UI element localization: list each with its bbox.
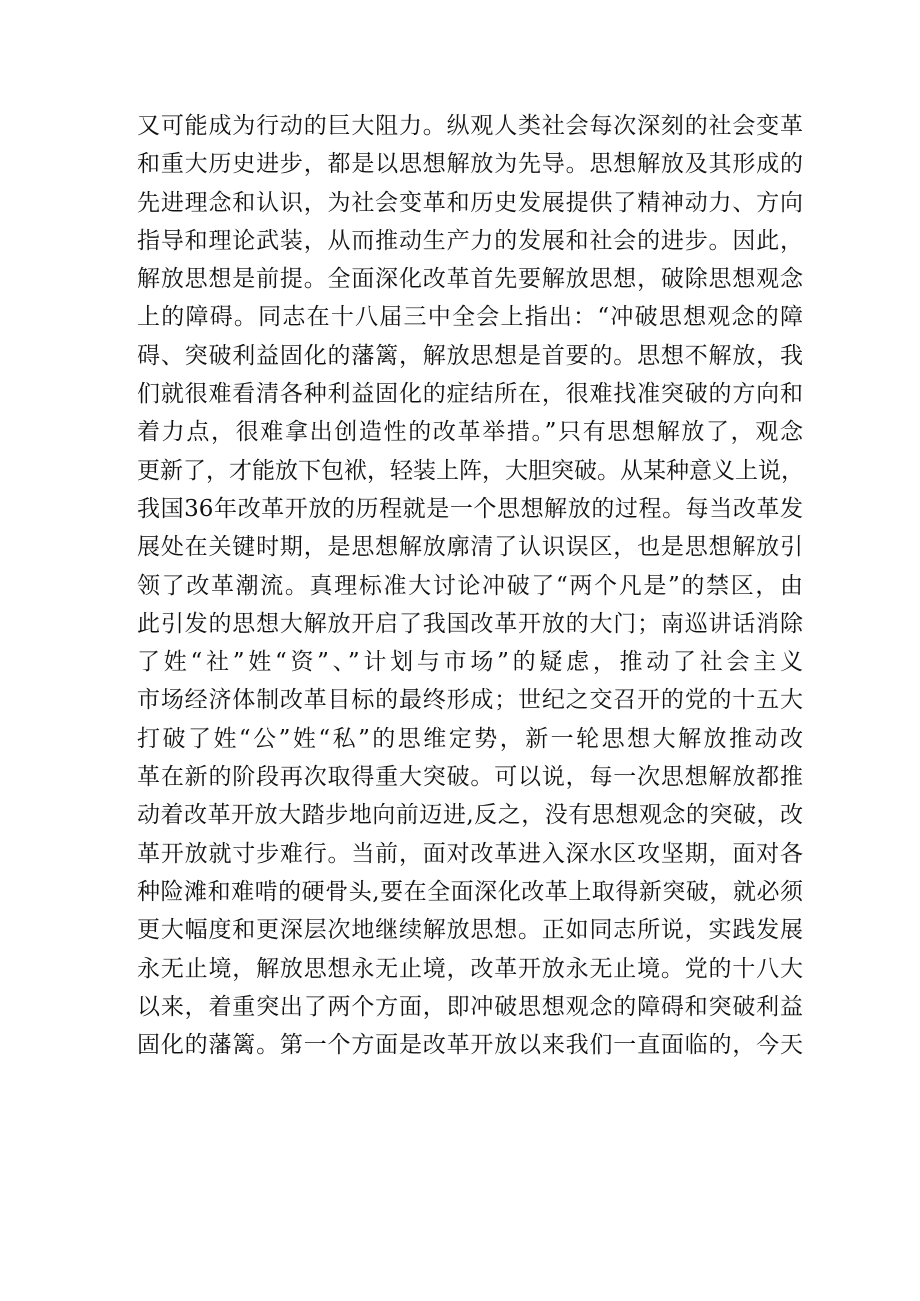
text-line: 解放思想是前提。全面深化改革首先要解放思想，破除思想观念 bbox=[137, 266, 803, 293]
text-line: 了姓“社”姓“资”、”计划与市场”的疑虑，推动了社会主义 bbox=[137, 649, 803, 676]
text-line: 指导和理论武装，从而推动生产力的发展和社会的进步。因此， bbox=[137, 227, 803, 254]
text-line: 先进理念和认识，为社会变革和历史发展提供了精神动力、方向 bbox=[137, 189, 803, 216]
text-line: 又可能成为行动的巨大阻力。纵观人类社会每次深刻的社会变革 bbox=[137, 113, 803, 139]
text-line: 上的障碍。同志在十八届三中全会上指出：“冲破思想观念的障 bbox=[137, 304, 803, 331]
text-line: 以来，着重突出了两个方面，即冲破思想观念的障碍和突破利益 bbox=[137, 993, 803, 1020]
text-line: 革在新的阶段再次取得重大突破。可以说，每一次思想解放都推 bbox=[137, 764, 803, 791]
text-line: 着力点，很难拿出创造性的改革举措。”只有思想解放了，观念 bbox=[137, 419, 803, 446]
text-line: 此引发的思想大解放开启了我国改革开放的大门；南巡讲话消除 bbox=[137, 610, 803, 637]
text-line: 和重大历史进步，都是以思想解放为先导。思想解放及其形成的 bbox=[137, 151, 803, 178]
text-line: 动着改革开放大踏步地向前迈进,反之，没有思想观念的突破，改 bbox=[137, 802, 803, 829]
text-line: 市场经济体制改革目标的最终形成；世纪之交召开的党的十五大 bbox=[137, 687, 803, 714]
text-line: 们就很难看清各种利益固化的症结所在，很难找准突破的方向和 bbox=[137, 381, 803, 408]
text-line: 种险滩和难啃的硬骨头,要在全面深化改革上取得新突破，就必须 bbox=[137, 878, 803, 905]
text-line: 领了改革潮流。真理标准大讨论冲破了“两个凡是”的禁区，由 bbox=[137, 572, 803, 599]
text-line: 碍、突破利益固化的藩篱，解放思想是首要的。思想不解放，我 bbox=[137, 342, 803, 369]
text-line: 固化的藩篱。第一个方面是改革开放以来我们一直面临的，今天 bbox=[137, 1032, 803, 1059]
text-line: 打破了姓“公”姓“私”的思维定势，新一轮思想大解放推动改 bbox=[137, 725, 803, 752]
text-line: 永无止境，解放思想永无止境，改革开放永无止境。党的十八大 bbox=[137, 955, 803, 982]
text-line: 更大幅度和更深层次地继续解放思想。正如同志所说，实践发展 bbox=[137, 917, 803, 944]
text-line: 我国36年改革开放的历程就是一个思想解放的过程。每当改革发 bbox=[137, 495, 803, 522]
text-line: 革开放就寸步难行。当前，面对改革进入深水区攻坚期，面对各 bbox=[137, 840, 803, 867]
text-line: 展处在关键时期，是思想解放廓清了认识误区，也是思想解放引 bbox=[137, 534, 803, 561]
body-paragraph bbox=[137, 107, 803, 1064]
text-line: 更新了，才能放下包袱，轻装上阵，大胆突破。从某种意义上说， bbox=[137, 457, 804, 484]
